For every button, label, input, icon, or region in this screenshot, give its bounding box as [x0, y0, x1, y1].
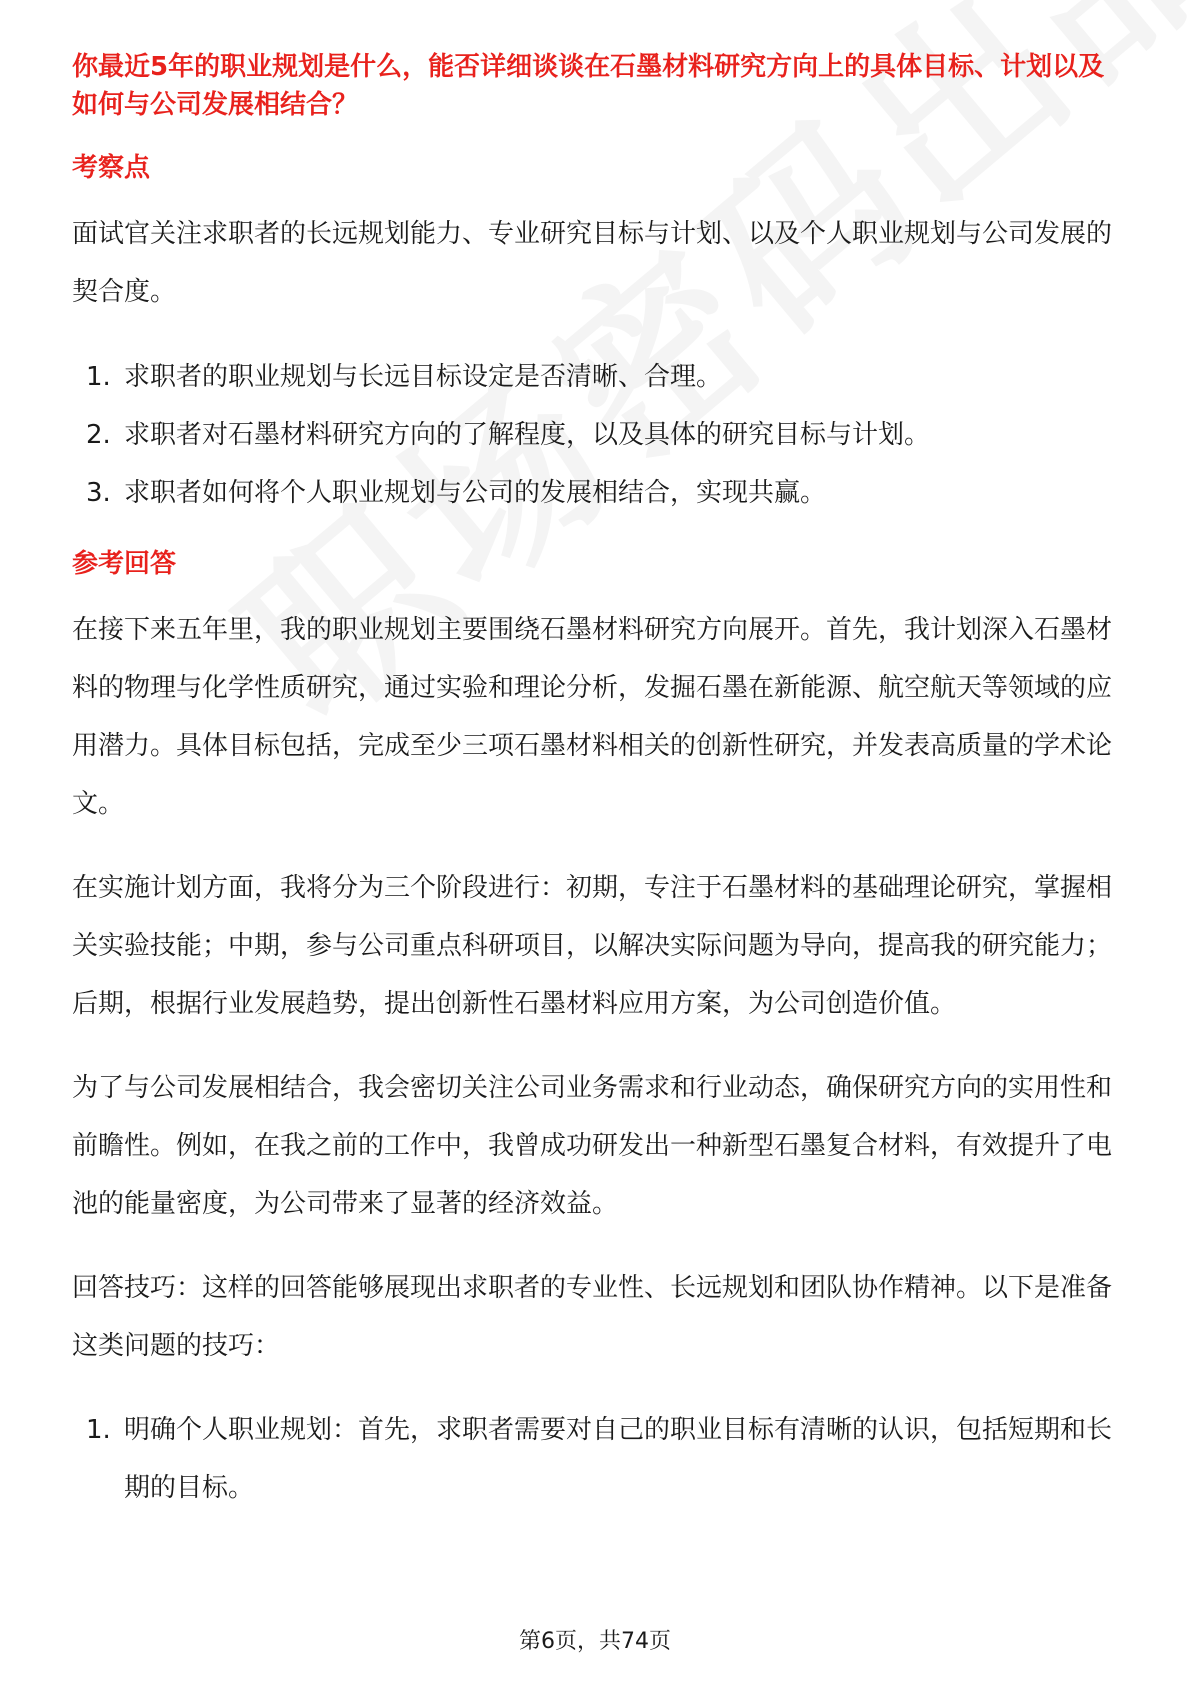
answer-paragraph: 在接下来五年里，我的职业规划主要围绕石墨材料研究方向展开。首先，我计划深入石墨材料的物理与化学性质研究，通过实验和理论分析，发掘石墨在新能源、航空航天等领域的应用潜力。具体目标包括，完成至少三项石墨材料相关的创新性研究，并发表高质量的学术论文。 [72, 615, 1113, 819]
answer-paragraph: 在实施计划方面，我将分为三个阶段进行：初期，专注于石墨材料的基础理论研究，掌握相关实验技能；中期，参与公司重点科研项目，以解决实际问题为导向，提高我的研究能力；后期，根据行业发展趋势，提出创新性石墨材料应用方案，为公司创造价值。 [72, 873, 1113, 1019]
page-number: 第6页，共74页 [519, 1629, 671, 1654]
section-title-assessment: 考察点 [72, 153, 151, 183]
page-content [72, 48, 1122, 1517]
list-item-text: 明确个人职业规划：首先，求职者需要对自己的职业目标有清晰的认识，包括短期和长期的目标。 [124, 1415, 1113, 1503]
list-item [72, 464, 1122, 522]
list-item-number: 1. [86, 1415, 111, 1445]
list-item-text: 求职者的职业规划与长远目标设定是否清晰、合理。 [124, 362, 723, 392]
list-item-number: 3. [86, 478, 111, 508]
list-item [72, 406, 1122, 464]
list-item-text: 求职者对石墨材料研究方向的了解程度，以及具体的研究目标与计划。 [124, 420, 931, 450]
list-item-number: 1. [86, 362, 111, 392]
answer-paragraph: 为了与公司发展相结合，我会密切关注公司业务需求和行业动态，确保研究方向的实用性和前瞻性。例如，在我之前的工作中，我曾成功研发出一种新型石墨复合材料，有效提升了电池的能量密度，为公司带来了显著的经济效益。 [72, 1073, 1113, 1219]
section-title-reference-answer: 参考回答 [72, 549, 177, 579]
list-item-number: 2. [86, 420, 111, 450]
list-item [72, 348, 1122, 406]
assessment-list [72, 348, 1122, 522]
question-heading: 你最近5年的职业规划是什么，能否详细谈谈在石墨材料研究方向上的具体目标、计划以及如何与公司发展相结合？ [72, 52, 1105, 120]
list-item-text: 求职者如何将个人职业规划与公司的发展相结合，实现共赢。 [124, 478, 827, 508]
answer-tips-intro: 回答技巧：这样的回答能够展现出求职者的专业性、长远规划和团队协作精神。以下是准备这类问题的技巧： [72, 1273, 1113, 1361]
list-item [72, 1401, 1122, 1517]
assessment-intro: 面试官关注求职者的长远规划能力、专业研究目标与计划、以及个人职业规划与公司发展的契合度。 [72, 219, 1113, 307]
tips-list [72, 1401, 1122, 1517]
